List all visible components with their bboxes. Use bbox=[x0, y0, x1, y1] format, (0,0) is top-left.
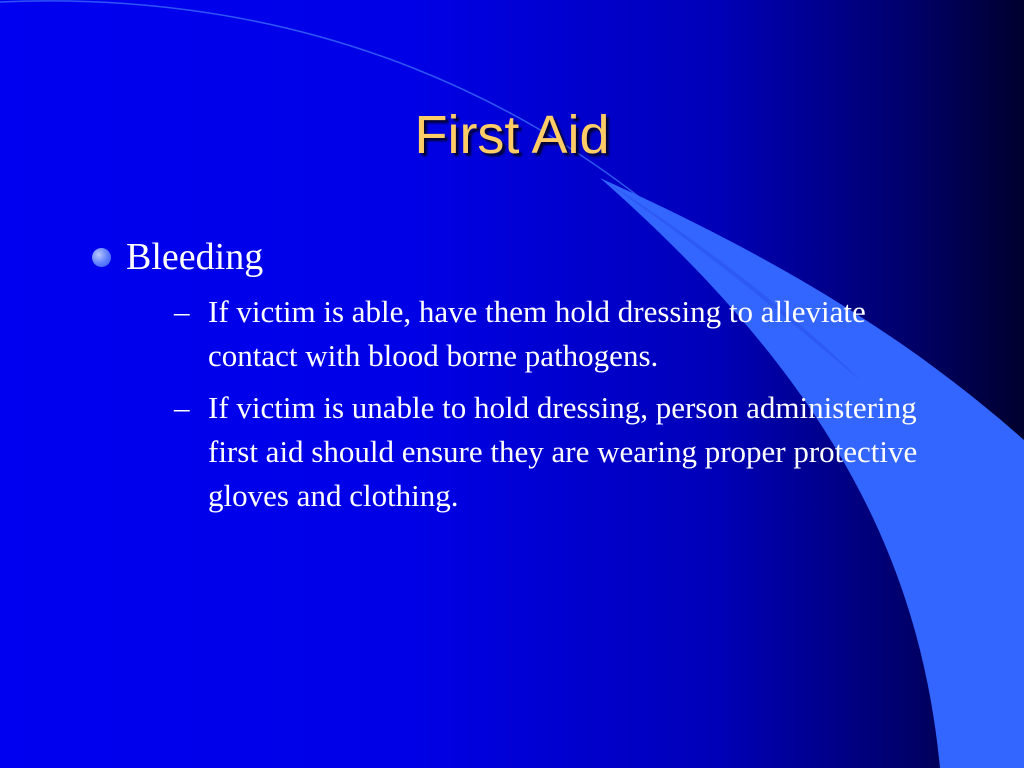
bullet-icon bbox=[92, 248, 111, 267]
dash-icon: – bbox=[174, 294, 190, 329]
sub-bullet-item bbox=[172, 290, 928, 378]
bullet-item bbox=[88, 232, 928, 518]
dash-icon: – bbox=[174, 390, 190, 425]
sub-bullet-list bbox=[126, 290, 928, 518]
sub-bullet-text: If victim is unable to hold dressing, person administering first aid should ensure they are wearing proper protective gloves and clothing. bbox=[208, 390, 918, 513]
bullet-text: Bleeding bbox=[126, 236, 264, 278]
slide-title: First Aid bbox=[414, 105, 610, 165]
slide-body bbox=[88, 232, 928, 526]
sub-bullet-item bbox=[172, 386, 928, 518]
sub-bullet-text: If victim is able, have them hold dressing to alleviate contact with blood borne pathogens. bbox=[208, 294, 866, 373]
